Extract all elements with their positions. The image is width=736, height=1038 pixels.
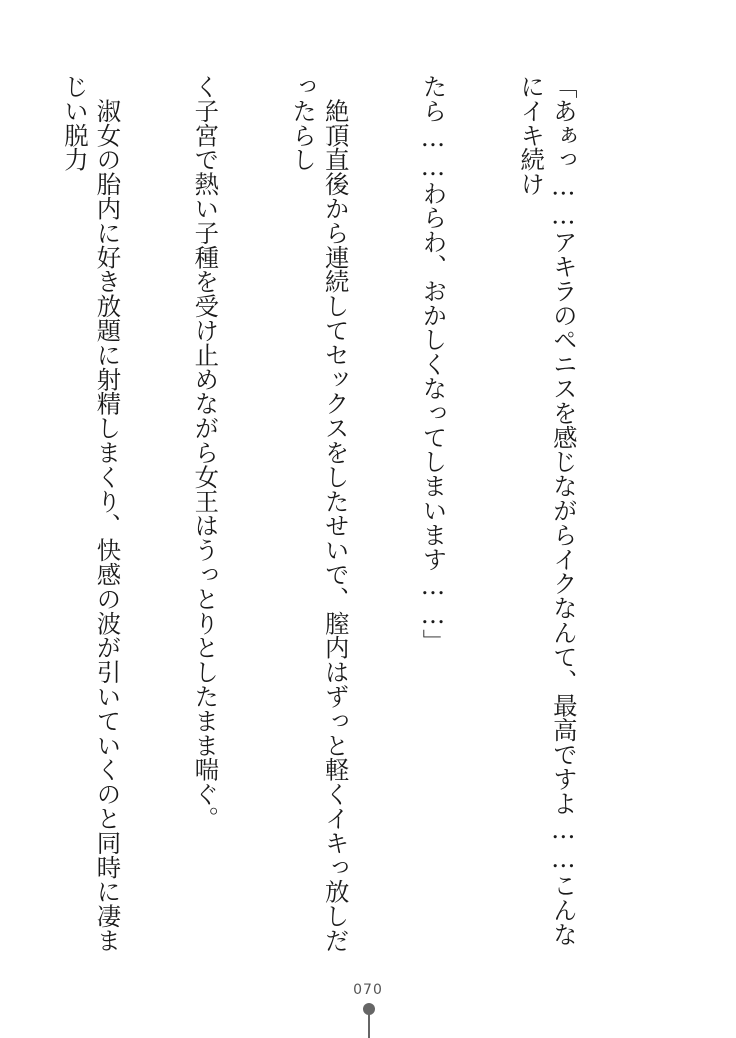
page-marker-line [368,1014,370,1038]
text-line: 絶頂直後から連続してセックスをしたせいで、膣内はずっと軽くイキっ放しだったらし [288,74,350,953]
text-line: 淑女の胎内に好き放題に射精しまくり、快感の波が引いていくのと同時に凄まじい脱力 [59,74,122,953]
text-line: たら……わらわ、おかしくなってしまいます……」 [418,74,448,654]
page-number: 070 [353,982,383,998]
vertical-text-body [0,74,644,954]
text-line: 「あぁっ……アキラのペニスを感じながらイクなんて、最高ですよ……こんなにイキ続け [516,74,578,947]
text-line: く子宮で熱い子種を受け止めながら女王はうっとりとしたまま喘ぐ。 [190,74,220,831]
